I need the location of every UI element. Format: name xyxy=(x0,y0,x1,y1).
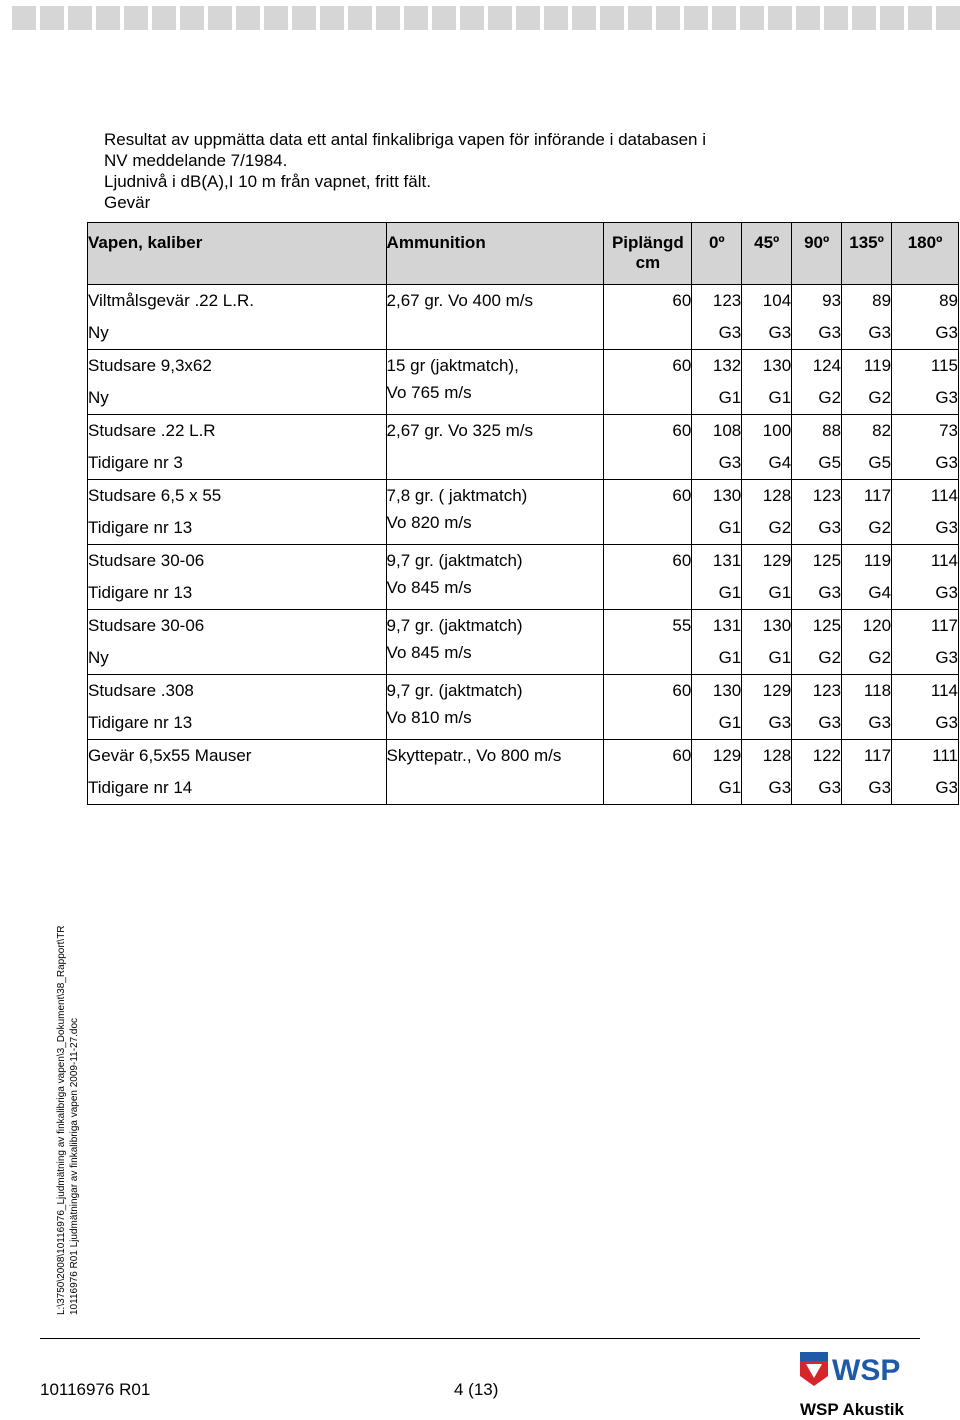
level-value: 115 xyxy=(930,356,958,375)
table-row xyxy=(88,350,959,415)
level-cell-135 xyxy=(842,285,892,350)
level-group: G2 xyxy=(868,518,892,537)
header-barrel-length xyxy=(604,223,692,285)
level-group: G3 xyxy=(818,778,842,797)
level-value: 128 xyxy=(762,746,792,765)
level-value: 131 xyxy=(712,616,742,635)
ammunition-line2: Vo 845 m/s xyxy=(386,578,472,597)
level-cell-0 xyxy=(692,480,742,545)
table-row xyxy=(88,285,959,350)
level-group: G4 xyxy=(868,583,892,602)
level-group: G2 xyxy=(768,518,792,537)
level-value: 130 xyxy=(762,616,792,635)
top-decorative-bar xyxy=(0,0,960,32)
table-row xyxy=(88,545,959,610)
ammunition-line1: 9,7 gr. (jaktmatch) xyxy=(386,681,523,700)
level-value: 131 xyxy=(712,551,742,570)
ammunition-line1: 7,8 gr. ( jaktmatch) xyxy=(386,486,528,505)
level-cell-90 xyxy=(792,740,842,805)
level-cell-180 xyxy=(892,350,959,415)
level-value: 89 xyxy=(939,291,958,310)
level-cell-90 xyxy=(792,285,842,350)
level-value: 129 xyxy=(712,746,742,765)
level-group: G3 xyxy=(818,323,842,342)
level-group: G3 xyxy=(935,713,958,732)
level-value: 100 xyxy=(762,421,792,440)
weapon-name: Gevär 6,5x55 Mauser xyxy=(88,746,252,765)
level-group: G1 xyxy=(718,713,742,732)
wsp-logo xyxy=(798,1348,922,1394)
barrel-length-cell xyxy=(604,415,692,480)
level-value: 119 xyxy=(863,356,892,375)
level-cell-0 xyxy=(692,545,742,610)
weapon-status: Ny xyxy=(88,323,109,342)
level-group: G3 xyxy=(768,778,792,797)
header-ammunition: Ammunition xyxy=(386,223,604,285)
level-value: 123 xyxy=(712,291,742,310)
level-value: 114 xyxy=(930,551,958,570)
level-value: 117 xyxy=(930,616,958,635)
level-cell-90 xyxy=(792,675,842,740)
level-value: 130 xyxy=(712,486,742,505)
weapon-cell xyxy=(88,675,387,740)
weapon-cell xyxy=(88,415,387,480)
level-group: G3 xyxy=(868,323,892,342)
level-cell-180 xyxy=(892,480,959,545)
table-row xyxy=(88,415,959,480)
intro-text xyxy=(104,129,706,213)
level-value: 117 xyxy=(863,486,892,505)
level-group: G1 xyxy=(718,583,742,602)
level-cell-45 xyxy=(742,350,792,415)
level-cell-180 xyxy=(892,610,959,675)
level-cell-135 xyxy=(842,675,892,740)
ammunition-cell xyxy=(386,610,604,675)
barrel-length-cell xyxy=(604,545,692,610)
weapon-status: Tidigare nr 13 xyxy=(88,713,193,732)
level-cell-0 xyxy=(692,350,742,415)
level-group: G3 xyxy=(935,648,958,667)
level-value: 73 xyxy=(939,421,958,440)
ammunition-line2: Vo 765 m/s xyxy=(386,383,472,402)
ammunition-line2 xyxy=(387,447,604,469)
ammunition-line1: 15 gr (jaktmatch), xyxy=(386,356,519,375)
ammunition-cell xyxy=(386,415,604,480)
level-cell-0 xyxy=(692,610,742,675)
level-value: 82 xyxy=(872,421,892,440)
level-cell-0 xyxy=(692,415,742,480)
barrel-length-value: 60 xyxy=(672,486,692,505)
file-name-line: 10116976 R01 Ljudmätningar av finkalibriga vapen 2009-11-27.doc xyxy=(69,1017,80,1315)
level-value: 88 xyxy=(822,421,842,440)
weapon-cell xyxy=(88,350,387,415)
level-value: 108 xyxy=(712,421,742,440)
level-cell-45 xyxy=(742,675,792,740)
level-group: G3 xyxy=(768,323,792,342)
level-group: G4 xyxy=(768,453,792,472)
level-group: G3 xyxy=(818,583,842,602)
file-path-note xyxy=(55,895,85,1315)
weapon-cell xyxy=(88,610,387,675)
level-value: 130 xyxy=(712,681,742,700)
level-value: 114 xyxy=(930,681,958,700)
ammunition-line1: 9,7 gr. (jaktmatch) xyxy=(386,551,523,570)
barrel-length-cell xyxy=(604,350,692,415)
intro-line: Ljudnivå i dB(A),I 10 m från vapnet, fritt fält. xyxy=(104,172,431,191)
weapon-status: Tidigare nr 3 xyxy=(88,453,183,472)
header-angle-90: 90º xyxy=(792,223,842,285)
level-value: 119 xyxy=(863,551,892,570)
level-value: 118 xyxy=(863,681,892,700)
ammunition-cell xyxy=(386,545,604,610)
ammunition-cell xyxy=(386,350,604,415)
table-row xyxy=(88,740,959,805)
barrel-length-cell xyxy=(604,610,692,675)
header-weapon: Vapen, kaliber xyxy=(88,223,387,285)
ammunition-line2: Vo 845 m/s xyxy=(386,643,472,662)
page-number: 4 (13) xyxy=(454,1380,499,1399)
weapon-cell xyxy=(88,285,387,350)
level-value: 117 xyxy=(863,746,892,765)
logo-flag-icon xyxy=(800,1352,828,1386)
barrel-length-value: 60 xyxy=(672,551,692,570)
weapon-name: Viltmålsgevär .22 L.R. xyxy=(88,291,254,310)
ammunition-line2 xyxy=(387,317,604,339)
level-cell-90 xyxy=(792,415,842,480)
barrel-length-value: 55 xyxy=(672,616,692,635)
level-group: G2 xyxy=(868,648,892,667)
level-group: G3 xyxy=(768,713,792,732)
level-value: 130 xyxy=(762,356,792,375)
level-value: 111 xyxy=(932,746,958,765)
level-cell-45 xyxy=(742,545,792,610)
company-name: WSP Akustik xyxy=(800,1400,904,1419)
level-cell-45 xyxy=(742,480,792,545)
barrel-length-value: 60 xyxy=(672,681,692,700)
ammunition-line1: Skyttepatr., Vo 800 m/s xyxy=(386,746,562,765)
weapon-name: Studsare 30-06 xyxy=(88,616,205,635)
intro-line: Gevär xyxy=(104,193,151,212)
level-value: 132 xyxy=(712,356,742,375)
level-cell-135 xyxy=(842,350,892,415)
level-cell-45 xyxy=(742,285,792,350)
level-value: 122 xyxy=(812,746,842,765)
level-value: 123 xyxy=(812,486,842,505)
level-cell-90 xyxy=(792,350,842,415)
header-angle-0: 0º xyxy=(692,223,742,285)
level-cell-135 xyxy=(842,415,892,480)
level-cell-90 xyxy=(792,480,842,545)
footer-divider xyxy=(40,1338,920,1339)
weapon-cell xyxy=(88,740,387,805)
table-row xyxy=(88,675,959,740)
level-group: G3 xyxy=(935,518,958,537)
measurement-table xyxy=(87,222,959,805)
level-cell-180 xyxy=(892,675,959,740)
weapon-status: Tidigare nr 14 xyxy=(88,778,193,797)
ammunition-cell xyxy=(386,480,604,545)
level-cell-135 xyxy=(842,480,892,545)
weapon-status: Ny xyxy=(88,388,109,407)
table-row xyxy=(88,480,959,545)
ammunition-cell xyxy=(386,285,604,350)
weapon-name: Studsare .22 L.R xyxy=(88,421,216,440)
weapon-status: Ny xyxy=(88,648,109,667)
level-value: 114 xyxy=(930,486,958,505)
level-group: G1 xyxy=(768,648,792,667)
file-path-line: L:\3750\2008\10116976_Ljudmätning av finkalibriga vapen\3_Dokument\38_Rapport\TR xyxy=(56,925,67,1315)
level-group: G1 xyxy=(718,778,742,797)
level-group: G1 xyxy=(718,518,742,537)
level-cell-0 xyxy=(692,740,742,805)
level-value: 104 xyxy=(762,291,792,310)
header-angle-180: 180º xyxy=(892,223,959,285)
level-cell-135 xyxy=(842,740,892,805)
ammunition-cell xyxy=(386,740,604,805)
weapon-status: Tidigare nr 13 xyxy=(88,518,193,537)
level-value: 129 xyxy=(762,681,792,700)
level-cell-90 xyxy=(792,610,842,675)
level-value: 93 xyxy=(822,291,842,310)
level-group: G3 xyxy=(935,323,958,342)
barrel-length-value: 60 xyxy=(672,356,692,375)
level-cell-90 xyxy=(792,545,842,610)
level-group: G3 xyxy=(818,713,842,732)
level-value: 89 xyxy=(872,291,892,310)
weapon-cell xyxy=(88,480,387,545)
level-group: G5 xyxy=(868,453,892,472)
level-group: G5 xyxy=(818,453,842,472)
level-group: G3 xyxy=(868,713,892,732)
weapon-name: Studsare 9,3x62 xyxy=(88,356,212,375)
level-group: G2 xyxy=(818,388,842,407)
level-group: G3 xyxy=(935,778,958,797)
level-cell-180 xyxy=(892,415,959,480)
level-group: G1 xyxy=(718,388,742,407)
level-group: G2 xyxy=(868,388,892,407)
header-angle-135: 135º xyxy=(842,223,892,285)
barrel-length-value: 60 xyxy=(672,421,692,440)
table-row xyxy=(88,610,959,675)
level-cell-45 xyxy=(742,740,792,805)
header-angle-45: 45º xyxy=(742,223,792,285)
barrel-length-cell xyxy=(604,740,692,805)
weapon-name: Studsare .308 xyxy=(88,681,194,700)
report-id: 10116976 R01 xyxy=(40,1380,151,1399)
weapon-status: Tidigare nr 13 xyxy=(88,583,193,602)
ammunition-line2: Vo 810 m/s xyxy=(386,708,472,727)
intro-line: NV meddelande 7/1984. xyxy=(104,151,288,170)
level-group: G2 xyxy=(818,648,842,667)
barrel-length-cell xyxy=(604,285,692,350)
level-cell-45 xyxy=(742,415,792,480)
level-cell-0 xyxy=(692,675,742,740)
level-value: 129 xyxy=(762,551,792,570)
header-barrel-length-line2: cm xyxy=(635,253,661,272)
weapon-name: Studsare 30-06 xyxy=(88,551,205,570)
level-cell-135 xyxy=(842,610,892,675)
level-group: G3 xyxy=(868,778,892,797)
ammunition-line1: 9,7 gr. (jaktmatch) xyxy=(386,616,523,635)
intro-line: Resultat av uppmätta data ett antal finkalibriga vapen för införande i databasen i xyxy=(104,130,706,149)
level-group: G3 xyxy=(718,323,742,342)
level-value: 120 xyxy=(862,616,892,635)
weapon-name: Studsare 6,5 x 55 xyxy=(88,486,222,505)
weapon-cell xyxy=(88,545,387,610)
level-cell-180 xyxy=(892,740,959,805)
level-cell-135 xyxy=(842,545,892,610)
level-value: 125 xyxy=(812,616,842,635)
level-group: G3 xyxy=(935,583,958,602)
level-value: 128 xyxy=(762,486,792,505)
ammunition-line1: 2,67 gr. Vo 325 m/s xyxy=(386,421,534,440)
level-cell-180 xyxy=(892,285,959,350)
level-group: G1 xyxy=(768,583,792,602)
level-group: G3 xyxy=(718,453,742,472)
ammunition-cell xyxy=(386,675,604,740)
level-group: G3 xyxy=(935,388,958,407)
barrel-length-cell xyxy=(604,480,692,545)
ammunition-line2 xyxy=(387,772,604,794)
level-value: 123 xyxy=(812,681,842,700)
level-cell-45 xyxy=(742,610,792,675)
ammunition-line1: 2,67 gr. Vo 400 m/s xyxy=(386,291,534,310)
level-group: G3 xyxy=(818,518,842,537)
level-cell-180 xyxy=(892,545,959,610)
barrel-length-cell xyxy=(604,675,692,740)
barrel-length-value: 60 xyxy=(672,291,692,310)
header-barrel-length-line1: Piplängd xyxy=(611,233,684,252)
logo-wordmark: WSP xyxy=(832,1354,901,1387)
table-header-row xyxy=(88,223,959,285)
level-group: G1 xyxy=(718,648,742,667)
level-group: G3 xyxy=(935,453,958,472)
level-cell-0 xyxy=(692,285,742,350)
ammunition-line2: Vo 820 m/s xyxy=(386,513,472,532)
barrel-length-value: 60 xyxy=(672,746,692,765)
level-group: G1 xyxy=(768,388,792,407)
level-value: 125 xyxy=(812,551,842,570)
level-value: 124 xyxy=(812,356,842,375)
